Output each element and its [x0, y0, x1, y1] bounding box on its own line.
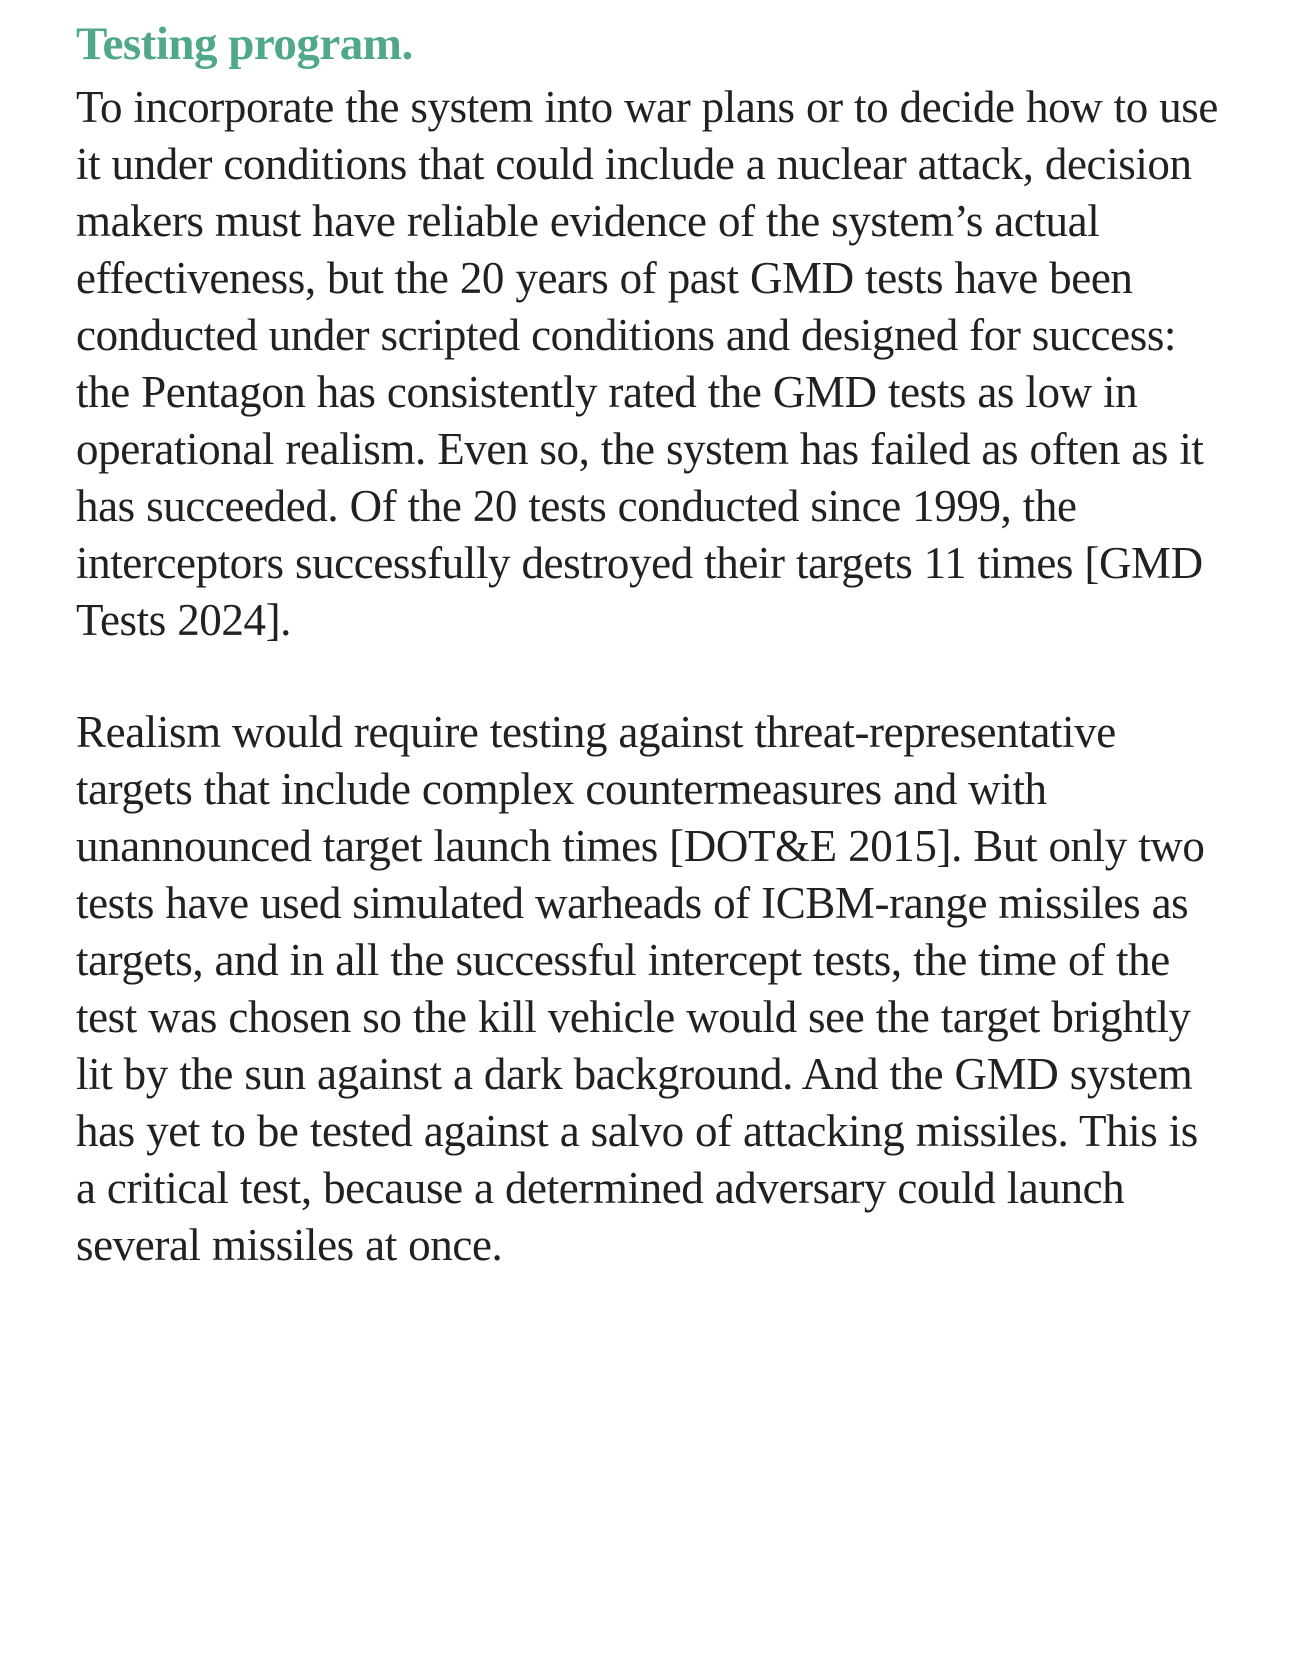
paragraph-testing-program: To incorporate the system into war plans or to decide how to use it under conditions that could include a nuclear attack, decision makers must have reliable evidence of the system’s actual effectiveness, but the 20 years of past GMD tests have been conducted under scripted conditions and designed for success: the Pentagon has consistently rated the GMD tests as low in operational realism. Even so, the system has failed as often as it has succeeded. Of the 20 tests conducted since 1999, the interceptors successfully destroyed their targets 11 times [GMD Tests 2024]. [76, 82, 1218, 645]
paragraph-realism: Realism would require testing against threat-representative targets that include complex countermeasures and with unannounced target launch times [DOT&E 2015]. But only two tests have used simulated warheads of ICBM-range missiles as targets, and in all the successful intercept tests, the time of the test was chosen so the kill vehicle would see the target brightly lit by the sun against a dark background. And the GMD system has yet to be tested against a salvo of attacking missiles. This is a critical test, because a determined adversary could launch several missiles at once. [76, 707, 1205, 1270]
section-heading: Testing program. [76, 18, 413, 70]
